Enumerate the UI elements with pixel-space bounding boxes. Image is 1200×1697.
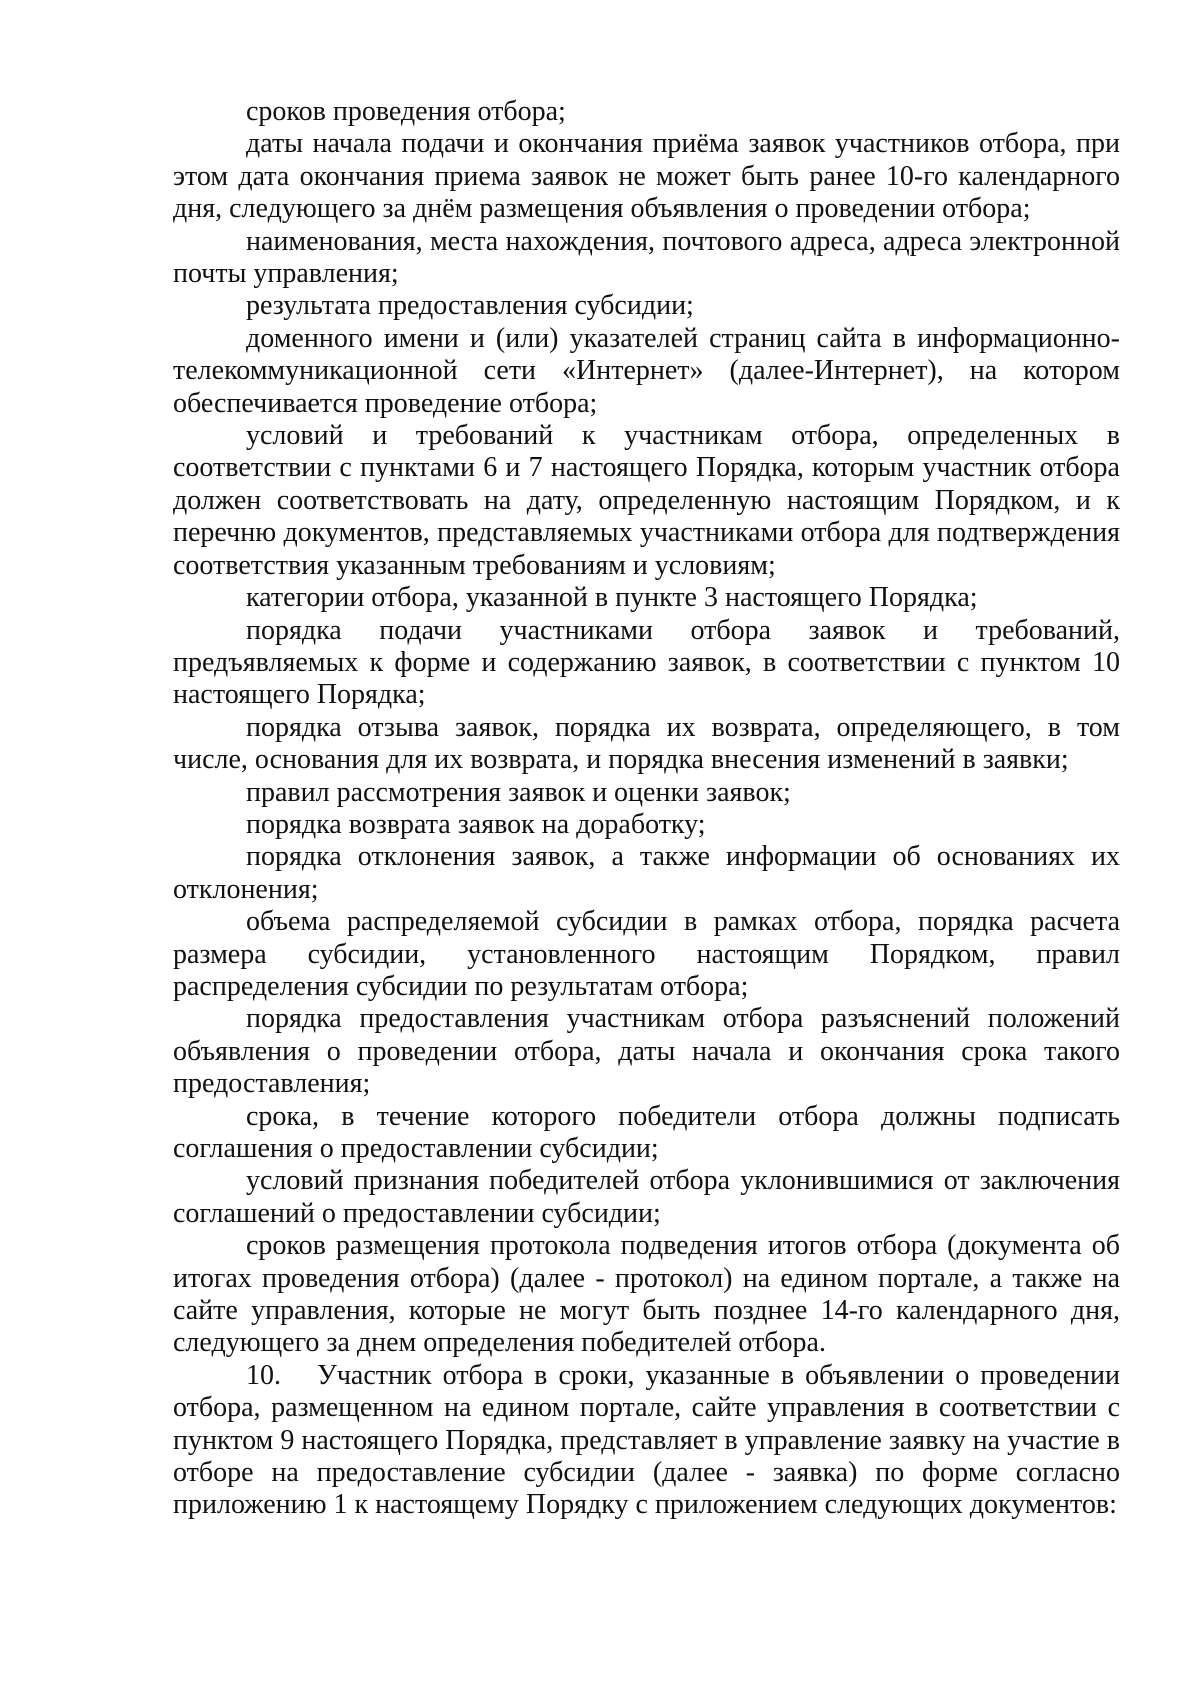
paragraph: порядка отклонения заявок, а также информации об основаниях их отклонения; xyxy=(173,841,1120,905)
paragraph: объема распределяемой субсидии в рамках отбора, порядка расчета размера субсидии, установленного настоящим Порядком, правил распределения субсидии по результатам отбора; xyxy=(173,906,1120,1002)
paragraph: срока, в течение которого победители отбора должны подписать соглашения о предоставлении субсидии; xyxy=(173,1100,1120,1164)
paragraph: сроков размещения протокола подведения итогов отбора (документа об итогах проведения отбора) (далее - протокол) на едином портале, а также на сайте управления, которые не могут быть позднее 14-го календарного дня, следующего за днем определения победителей отбора. xyxy=(173,1230,1120,1359)
paragraph-number: 10. xyxy=(246,1359,281,1391)
paragraph: порядка предоставления участникам отбора разъяснений положений объявления о проведении отбора, даты начала и окончания срока такого предоставления; xyxy=(173,1003,1120,1100)
paragraph: доменного имени и (или) указателей страниц сайта в информационно-телекоммуникационной сети «Интернет» (далее-Интернет), на котором обеспечивается проведение отбора; xyxy=(173,322,1120,419)
document-body xyxy=(173,96,1120,1522)
paragraph: категории отбора, указанной в пункте 3 настоящего Порядка; xyxy=(246,582,978,614)
numbered-paragraph xyxy=(173,1360,1120,1522)
paragraph-text: Участник отбора в сроки, указанные в объявлении о проведении отбора, размещенном на едином портале, сайте управления в соответствии с пунктом 9 настоящего Порядка, представляет в управление заявку на участие в отборе на предоставление субсидии (далее - заявка) по форме согласно приложению 1 к настоящему Порядку с приложением следующих документов: xyxy=(173,1359,1120,1521)
paragraph: условий и требований к участникам отбора, определенных в соответствии с пунктами 6 и 7 настоящего Порядка, которым участник отбора должен соответствовать на дату, определенную настоящим Порядком, и к перечню документов, представляемых участниками отбора для подтверждения соответствия указанным требованиям и условиям; xyxy=(173,420,1120,581)
paragraph: порядка отзыва заявок, порядка их возврата, определяющего, в том числе, основания для их возврата, и порядка внесения изменений в заявки; xyxy=(173,711,1120,776)
paragraph: даты начала подачи и окончания приёма заявок участников отбора, при этом дата окончания приема заявок не может быть ранее 10-го календарного дня, следующего за днём размещения объявления о проведении отбора; xyxy=(173,128,1120,225)
paragraph: условий признания победителей отбора уклонившимися от заключения соглашений о предоставлении субсидии; xyxy=(173,1165,1120,1229)
paragraph: правил рассмотрения заявок и оценки заявок; xyxy=(246,776,791,808)
paragraph: сроков проведения отбора; xyxy=(246,96,566,127)
paragraph: порядка подачи участниками отбора заявок и требований, предъявляемых к форме и содержанию заявок, в соответствии с пунктом 10 настоящего Порядка; xyxy=(173,614,1120,711)
paragraph: результата предоставления субсидии; xyxy=(246,290,694,322)
paragraph: порядка возврата заявок на доработку; xyxy=(246,808,706,840)
paragraph: наименования, места нахождения, почтового адреса, адреса электронной почты управления; xyxy=(173,225,1120,290)
